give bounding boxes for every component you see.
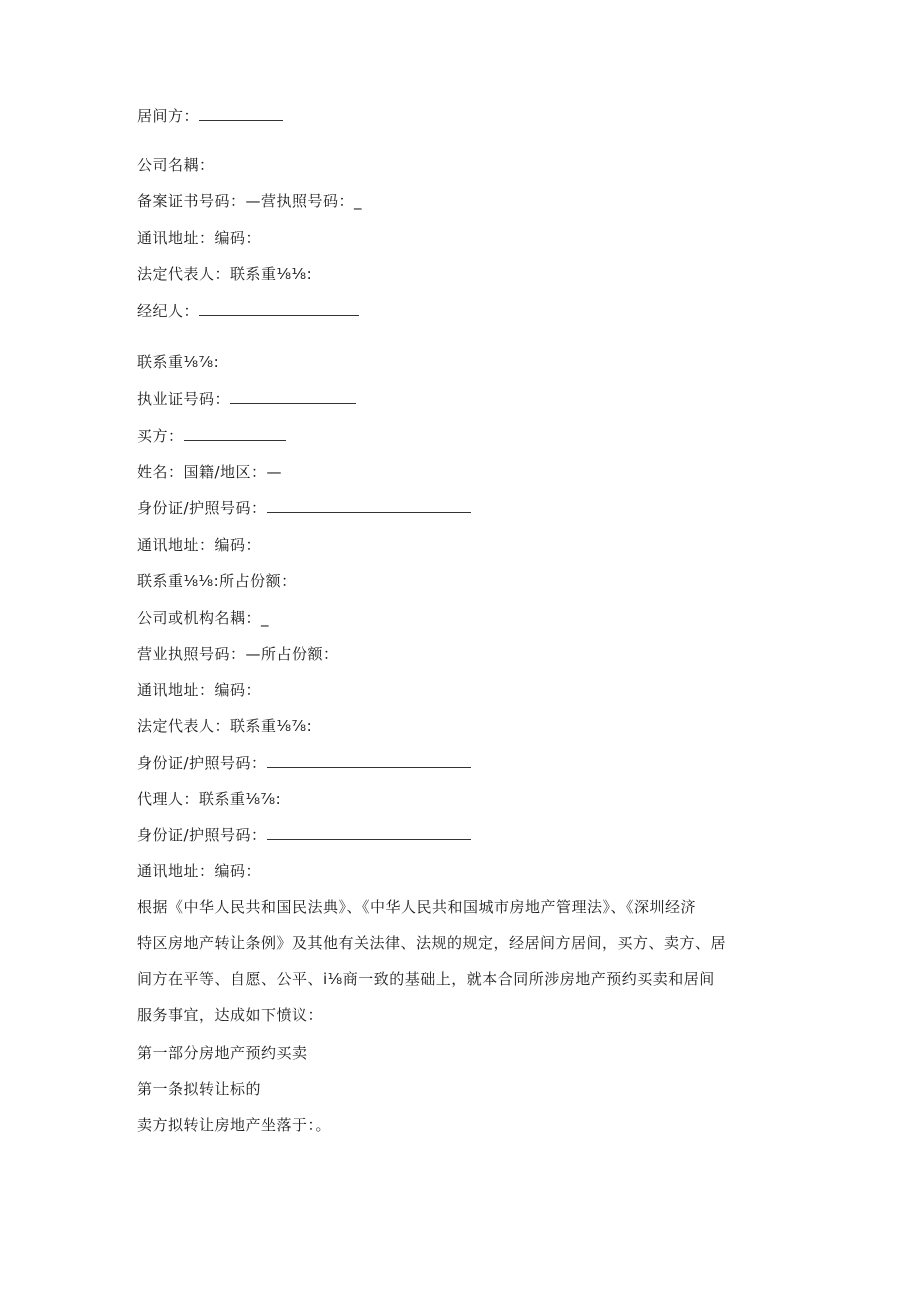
proxy-address-line: 通讯地址：编码： [137, 862, 262, 880]
agent-blank[interactable] [199, 301, 359, 316]
buyer-company-address-line: 通讯地址：编码： [137, 681, 262, 699]
legal-rep-line: 法定代表人：联系重⅛⅛: [137, 265, 313, 283]
buyer-legal-rep-id-line [137, 753, 471, 773]
intermediary-line [137, 106, 283, 126]
buyer-legal-rep-id-label: 身份证/护照号码： [137, 754, 267, 772]
buyer-id-line [137, 498, 471, 518]
preamble-paragraph [137, 897, 787, 1025]
proxy-line: 代理人：联系重⅛⅞: [137, 790, 282, 808]
buyer-address-line: 通讯地址：编码： [137, 536, 262, 554]
article-text: 卖方拟转让房地产坐落于：。 [137, 1116, 332, 1134]
buyer-legal-rep-line: 法定代表人：联系重⅛⅞: [137, 717, 313, 735]
agent-line [137, 301, 359, 321]
buyer-line [137, 426, 286, 446]
registration-line: 备案证书号码：—营执照号码：_ [137, 192, 363, 210]
preamble-line: 根据《中华人民共和国民法典》、《中华人民共和国城市房地产管理法》、《深圳经济 [137, 898, 697, 916]
article-title: 第一条拟转让标的 [137, 1080, 262, 1098]
license-label: 执业证号码： [137, 390, 231, 408]
buyer-legal-rep-id-blank[interactable] [267, 753, 471, 768]
preamble-line: 特区房地产转让条例》及其他有关法律、法规的规定，经居间方居间，买方、卖方、居 [137, 934, 727, 952]
intermediary-blank[interactable] [199, 106, 283, 121]
buyer-blank[interactable] [184, 426, 286, 441]
buyer-label: 买方： [137, 427, 184, 445]
agent-label: 经纪人： [137, 302, 200, 320]
buyer-license-share-line: 营业执照号码：—所占份额： [137, 645, 339, 663]
license-blank[interactable] [230, 389, 356, 404]
company-name-line: 公司名耦： [137, 156, 215, 174]
buyer-phone-share-line: 联系重⅛⅛:所占份额： [137, 572, 297, 590]
license-line [137, 389, 356, 409]
preamble-line: 间方在平等、自愿、公平、i⅛商一致的基础上，就本合同所涉房地产预约买卖和居间 [137, 970, 715, 988]
buyer-id-label: 身份证/护照号码： [137, 499, 267, 517]
preamble-line: 服务事宜，达成如下愤议： [137, 1006, 324, 1024]
proxy-id-line [137, 825, 471, 845]
proxy-id-blank[interactable] [267, 825, 471, 840]
agent-phone-line: 联系重⅛⅞: [137, 353, 220, 371]
part-title: 第一部分房地产预约买卖 [137, 1044, 308, 1062]
intermediary-label: 居间方： [137, 107, 200, 125]
buyer-company-line: 公司或机构名耦：_ [137, 609, 270, 627]
buyer-name-line: 姓名：国籍/地区：— [137, 463, 283, 481]
buyer-id-blank[interactable] [267, 498, 471, 513]
proxy-id-label: 身份证/护照号码： [137, 826, 267, 844]
intermediary-address-line: 通讯地址：编码： [137, 229, 262, 247]
